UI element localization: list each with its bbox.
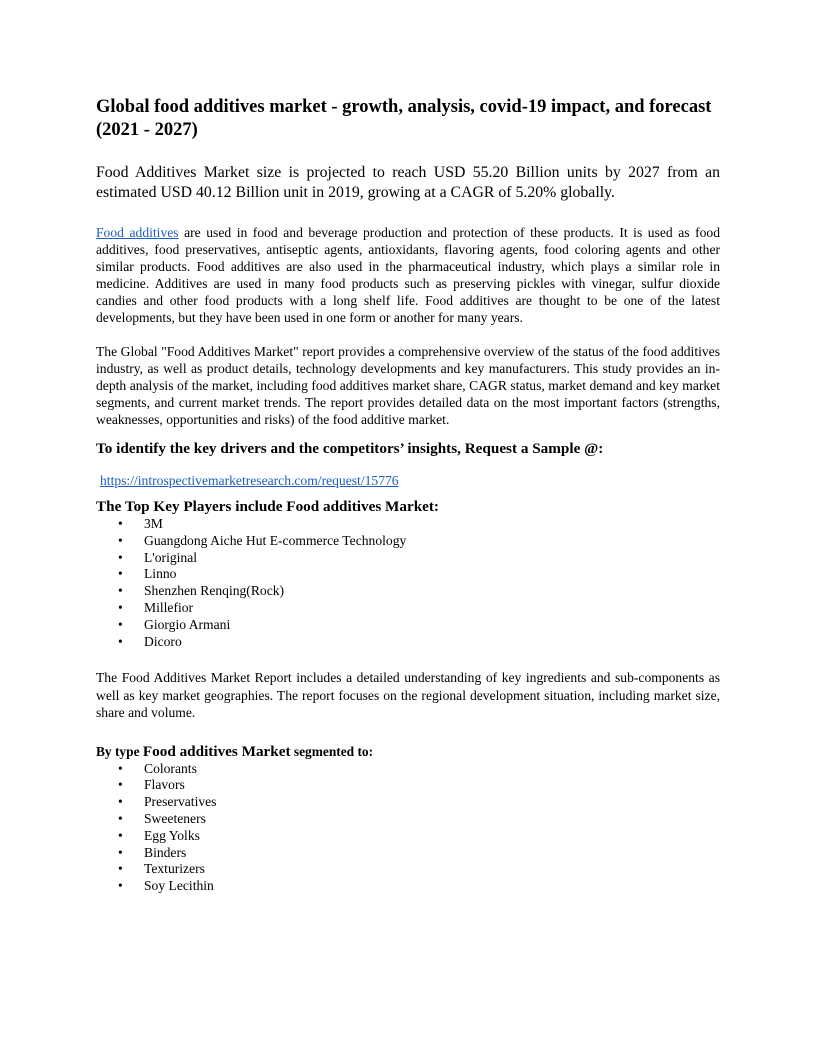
key-players-list — [96, 516, 720, 650]
player-name: 3M — [144, 516, 163, 532]
intro-paragraph-text: are used in food and beverage production and protection of these products. It is used as food additives, food preservatives, antiseptic agents, antioxidants, flavoring agents, food coloring agents and other similar products. Food additives are also used in the pharmaceutical industry, which plays a similar role in medicine. Additives are used in many food products such as preserving pickles with vinegar, sulfur dioxide candies and other food products with a long shelf life. Food additives are thought to be one of the latest developments, but they have been used in one form or another for many years. — [96, 225, 720, 326]
list-item — [96, 583, 720, 600]
list-item — [96, 878, 720, 895]
document-page — [96, 96, 720, 895]
player-name: Millefior — [144, 600, 194, 616]
bullet: • — [118, 794, 123, 810]
list-item — [96, 566, 720, 583]
market-size-summary: Food Additives Market size is projected to reach USD 55.20 Billion units by 2027 from an estimated USD 40.12 Billion unit in 2019, growing at a CAGR of 5.20% globally. — [96, 164, 720, 201]
bullet: • — [118, 844, 123, 860]
bullet: • — [118, 549, 123, 565]
request-sample-heading: To identify the key drivers and the competitors’ insights, Request a Sample @: — [96, 440, 604, 458]
list-item — [96, 811, 720, 828]
food-additives-link[interactable]: Food additives — [96, 225, 179, 240]
key-players-heading: The Top Key Players include Food additives Market: — [96, 498, 439, 516]
list-item — [96, 777, 720, 794]
bullet: • — [118, 600, 123, 616]
segment-name: Texturizers — [144, 861, 205, 877]
type-segments-list — [96, 761, 720, 895]
player-name: Linno — [144, 566, 177, 582]
document-title: Global food additives market - growth, analysis, covid-19 impact, and forecast (2021 - 2027) — [96, 97, 712, 140]
list-item — [96, 600, 720, 617]
bullet: • — [118, 516, 123, 532]
list-item — [96, 550, 720, 567]
list-item — [96, 761, 720, 778]
list-item — [96, 617, 720, 634]
bullet: • — [118, 633, 123, 649]
bullet: • — [118, 827, 123, 843]
type-heading-prefix: By type — [96, 743, 143, 759]
report-includes-paragraph: The Food Additives Market Report includes a detailed understanding of key ingredients and sub-components as well as key market geographies. The report focuses on the regional development situation, including market size, share and volume. — [96, 670, 720, 720]
sample-url-line — [96, 472, 720, 489]
type-heading-suffix: segmented to: — [290, 743, 374, 759]
bullet: • — [118, 760, 123, 776]
player-name: Guangdong Aiche Hut E-commerce Technology — [144, 532, 407, 548]
segment-by-type-heading — [96, 742, 720, 761]
list-item — [96, 516, 720, 533]
list-item — [96, 845, 720, 862]
segment-name: Binders — [144, 844, 187, 860]
list-item — [96, 794, 720, 811]
segment-name: Sweeteners — [144, 811, 206, 827]
player-name: L'original — [144, 549, 198, 565]
type-heading-main: Food additives Market — [142, 742, 291, 760]
food-additives-intro-paragraph — [96, 224, 720, 327]
player-name: Shenzhen Renqing(Rock) — [144, 583, 285, 599]
bullet: • — [118, 777, 123, 793]
segment-name: Flavors — [144, 777, 185, 793]
player-name: Giorgio Armani — [144, 616, 231, 632]
bullet: • — [118, 583, 123, 599]
request-sample-link[interactable]: https://introspectivemarketresearch.com/request/15776 — [100, 473, 399, 489]
bullet: • — [118, 861, 123, 877]
segment-name: Egg Yolks — [144, 827, 200, 843]
bullet: • — [118, 878, 123, 894]
report-overview-paragraph: The Global "Food Additives Market" report provides a comprehensive overview of the status of the food additives industry, as well as product details, technology developments and key manufacturers. This study provides an in-depth analysis of the market, including food additives market share, CAGR status, market demand and key market segments, and current market trends. The report provides detailed data on the most important factors (strengths, weaknesses, opportunities and risks) of the food additive market. — [96, 343, 720, 427]
bullet: • — [118, 811, 123, 827]
list-item — [96, 533, 720, 550]
bullet: • — [118, 532, 123, 548]
bullet: • — [118, 566, 123, 582]
segment-name: Soy Lecithin — [144, 878, 214, 894]
list-item — [96, 828, 720, 845]
list-item — [96, 634, 720, 651]
bullet: • — [118, 616, 123, 632]
segment-name: Colorants — [144, 760, 197, 776]
list-item — [96, 861, 720, 878]
player-name: Dicoro — [144, 633, 182, 649]
segment-name: Preservatives — [144, 794, 217, 810]
